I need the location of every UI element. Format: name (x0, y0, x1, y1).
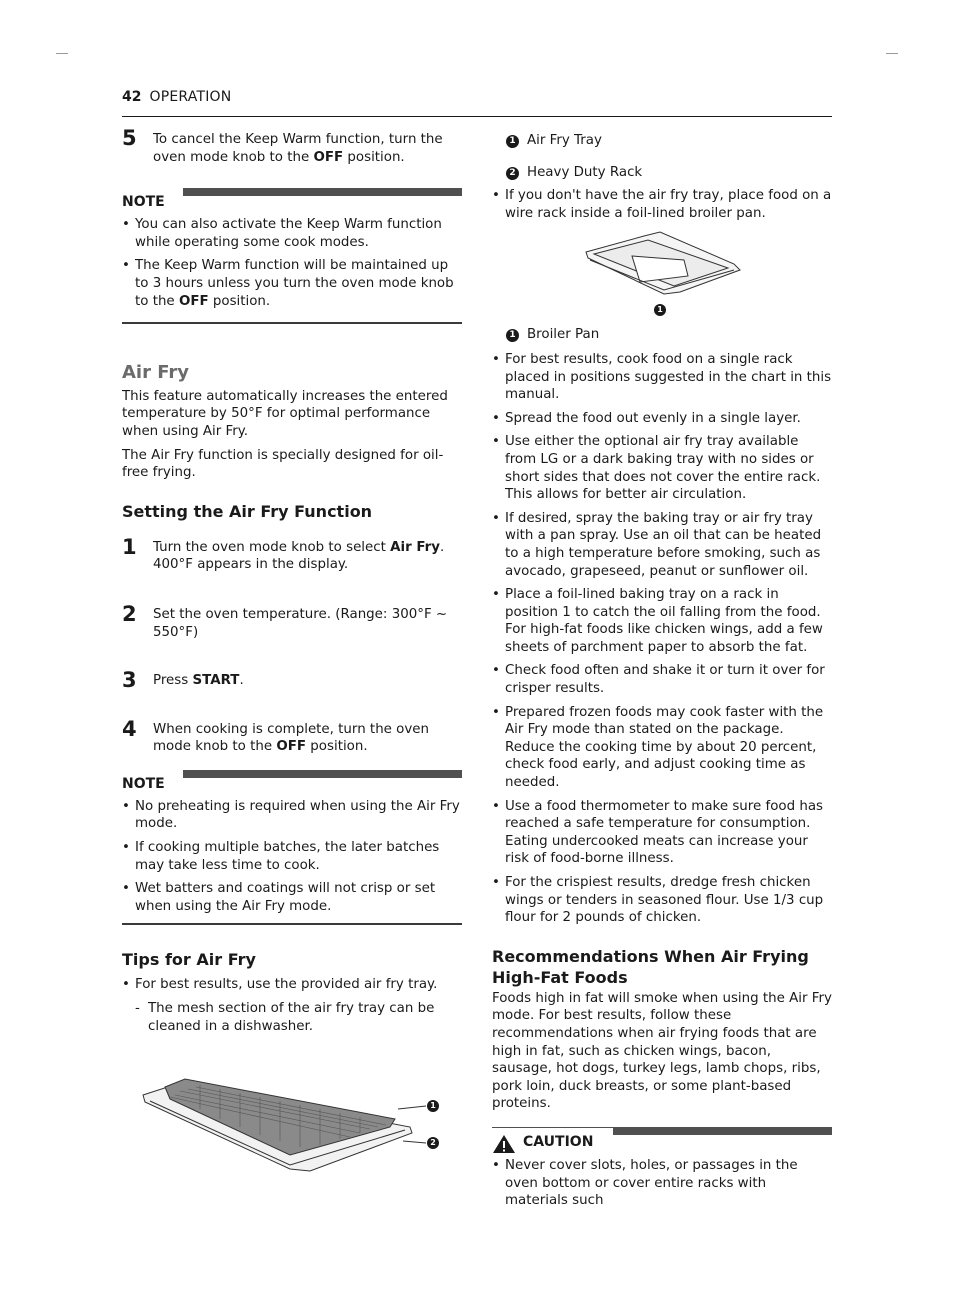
caution-list (492, 1157, 832, 1210)
step-number: 3 (122, 668, 137, 693)
note-header (122, 770, 462, 792)
step-text: When cooking is complete, turn the oven mode knob to the (153, 721, 430, 755)
circled-number-1: 1 (506, 329, 519, 342)
legend-text: Broiler Pan (527, 327, 600, 343)
recommendations-heading: Recommendations When Air Frying High-Fat Foods (492, 946, 809, 987)
section-title: OPERATION (149, 89, 232, 105)
caution-header (492, 1127, 832, 1153)
legend-text: Heavy Duty Rack (527, 164, 643, 180)
broiler-bullet (492, 187, 832, 222)
air-fry-step-3 (122, 668, 462, 693)
air-fry-note-list (122, 798, 462, 916)
warning-triangle-icon (492, 1134, 516, 1154)
step-text-bold: Air Fry (390, 539, 440, 555)
step-text-end: . 400°F appears in the display. (153, 539, 445, 573)
air-fry-step-2 (122, 601, 462, 641)
list-item: • No preheating is required when using the Air Fry mode. (122, 798, 462, 833)
legend-broiler-pan (492, 326, 832, 344)
recommendations-para: Foods high in fat will smoke when using the Air Fry mode. For best results, follow these recommendations when air frying foods that are high in fat, such as chicken wings, bacon, sausage, hot dogs, turkey legs, lamb chops, ribs, pork loin, duck breasts, or some plant-based proteins. (492, 990, 832, 1112)
step-number: 5 (122, 126, 137, 150)
tips-sub-list (135, 1000, 462, 1035)
note-end-rule (122, 923, 462, 925)
crop-mark-right (886, 53, 898, 54)
circled-number-2: 2 (506, 167, 519, 180)
air-fry-tray-illustration (140, 1075, 440, 1175)
list-item: • Prepared frozen foods may cook faster with the Air Fry mode than stated on the package. Reduce the cooking time by about 20 percent, check food early, and adjust cooking time as needed. (492, 704, 832, 792)
step-number: 1 (122, 534, 137, 559)
callout-1: 1 (427, 1100, 439, 1112)
legend-text: Air Fry Tray (527, 133, 602, 148)
broiler-pan-illustration (584, 230, 742, 298)
note-text-bold: OFF (178, 293, 209, 309)
note-label: NOTE (122, 194, 165, 211)
list-item: • If cooking multiple batches, the later batches may take less time to cook. (122, 839, 462, 874)
step-text: Set the oven temperature. (Range: 300°F ~ 550°F) (153, 606, 448, 640)
pan-callout-1: 1 (654, 304, 666, 316)
note-text: The Keep Warm function will be maintained up to 3 hours unless you turn the oven mode knob to the (135, 258, 454, 309)
caution-bar (613, 1127, 832, 1135)
list-item: • You can also activate the Keep Warm function while operating some cook modes. (122, 216, 462, 251)
callout-2: 2 (427, 1137, 439, 1149)
air-fry-step-4 (122, 716, 462, 756)
list-item (122, 257, 462, 310)
page-header (122, 89, 832, 117)
list-item: • Use either the optional air fry tray available from LG or a dark baking tray with no sides or short sides that does not cover the entire rack. This allows for better air circulation. (492, 433, 832, 503)
list-item: • For best results, use the provided air fry tray. (122, 976, 462, 994)
list-item: • Never cover slots, holes, or passages in the oven bottom or cover entire racks with materials such (492, 1157, 832, 1210)
legend-air-fry-tray (492, 132, 832, 150)
keep-warm-note-list (122, 216, 462, 310)
list-item: • Place a foil-lined baking tray on a rack in position 1 to catch the oil falling from the food. For high-fat foods like chicken wings, add a few sheets of parchment paper to absorb the fat. (492, 586, 832, 656)
air-fry-para-2: The Air Fry function is specially designed for oil-free frying. (122, 447, 444, 481)
list-item: • Use a food thermometer to make sure food has reached a safe temperature for consumption. Eating undercooked meats can increase your risk of food-borne illness. (492, 798, 832, 868)
keep-warm-step-5 (122, 126, 462, 166)
crop-mark-left (56, 53, 68, 54)
tips-list (122, 976, 462, 994)
note-text-end: position. (208, 293, 271, 309)
note-bar (183, 770, 462, 778)
step-number: 4 (122, 716, 137, 741)
list-item: • If you don't have the air fry tray, place food on a wire rack inside a foil-lined broiler pan. (492, 187, 832, 222)
step-text-end: . (239, 673, 244, 689)
note-header (122, 188, 462, 210)
list-item: - The mesh section of the air fry tray can be cleaned in a dishwasher. (135, 1000, 462, 1035)
caution-label: CAUTION (523, 1133, 594, 1150)
note-bar (183, 188, 462, 196)
list-item: • For the crispiest results, dredge fresh chicken wings or tenders in seasoned flour. Use 1/3 cup flour for 2 pounds of chicken. (492, 874, 832, 927)
step-text-bold: START (192, 673, 240, 689)
right-column (492, 132, 832, 1216)
caution-line (492, 1127, 613, 1128)
air-fry-title: Air Fry (122, 362, 189, 384)
list-item: • If desired, spray the baking tray or air fry tray with a pan spray. Use an oil that can be heated to a high temperature before smoking, such as avocado, grapeseed, peanut or sunflower oil. (492, 510, 832, 580)
list-item: • Check food often and shake it or turn it over for crisper results. (492, 662, 832, 697)
list-item: • Spread the food out evenly in a single layer. (492, 410, 832, 428)
step-text-end: position. (343, 149, 405, 165)
note-label: NOTE (122, 775, 165, 792)
step-text-bold: OFF (313, 149, 344, 165)
step-text-bold: OFF (276, 739, 307, 755)
page-number: 42 (122, 89, 142, 105)
step-text: Turn the oven mode knob to select (153, 539, 391, 555)
setting-heading: Setting the Air Fry Function (122, 501, 373, 521)
step-text-end: position. (306, 739, 368, 755)
note-end-rule (122, 322, 462, 324)
tips-heading: Tips for Air Fry (122, 950, 256, 970)
circled-number-1: 1 (506, 135, 519, 148)
list-item: • Wet batters and coatings will not crisp or set when using the Air Fry mode. (122, 880, 462, 915)
step-text: To cancel the Keep Warm function, turn the oven mode knob to the (153, 132, 443, 165)
legend-heavy-duty-rack (492, 164, 832, 182)
step-text: Press (153, 673, 193, 689)
broiler-pan-figure (492, 230, 832, 314)
tips-bullets (492, 351, 832, 927)
left-column (122, 126, 462, 1041)
air-fry-step-1 (122, 534, 462, 574)
step-number: 2 (122, 601, 137, 626)
list-item: • For best results, cook food on a single rack placed in positions suggested in the chart in this manual. (492, 351, 832, 404)
air-fry-para-1: This feature automatically increases the entered temperature by 50°F for optimal performance when using Air Fry. (122, 388, 448, 439)
